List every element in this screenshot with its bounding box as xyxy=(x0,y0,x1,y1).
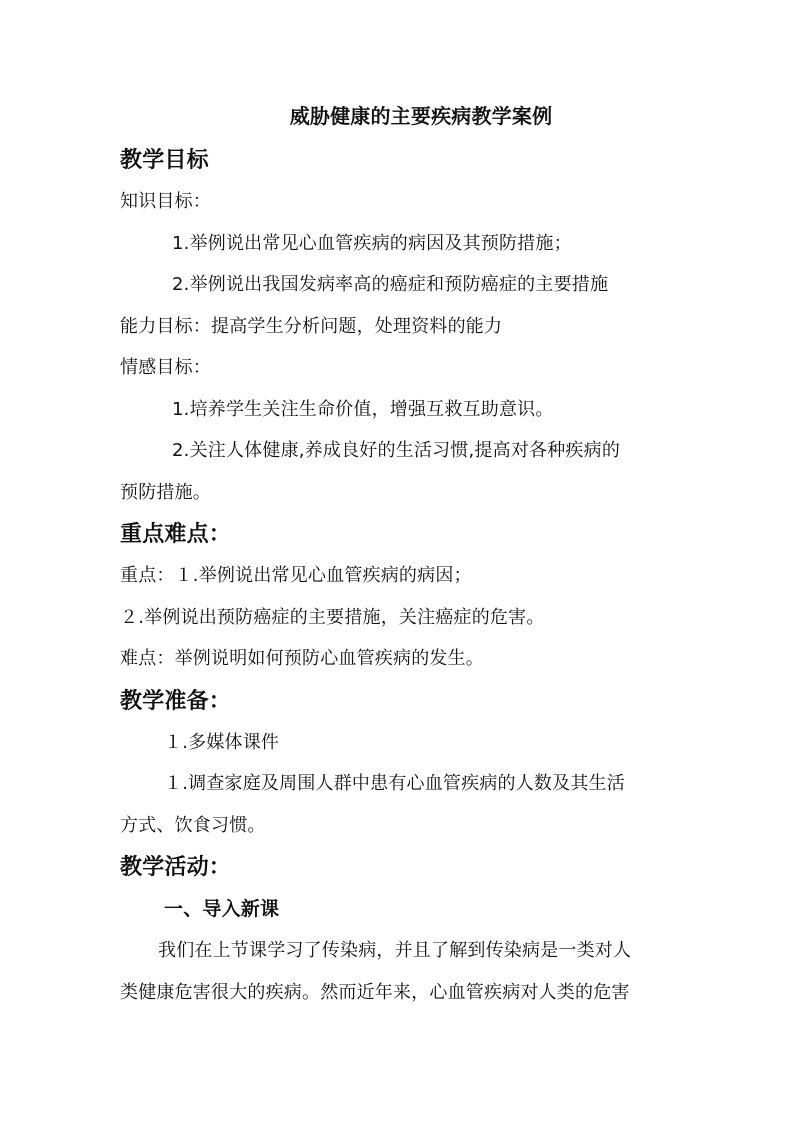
heading-objectives: 教学目标 xyxy=(120,148,209,173)
emotion-label: 情感目标： xyxy=(120,357,211,378)
heading-key-points: 重点难点： xyxy=(120,522,232,547)
paragraph-line-2: 类健康危害很大的疾病。然而近年来，心血管疾病对人类的危害 xyxy=(120,982,630,1003)
preparation-item-2-cont: 方式、饮食习惯。 xyxy=(120,815,266,836)
ability-objective: 能力目标：提高学生分析问题，处理资料的能力 xyxy=(120,316,503,337)
sub-heading-intro: 一、导入新课 xyxy=(164,898,280,920)
paragraph-line-1: 我们在上节课学习了传染病，并且了解到传染病是一类对人 xyxy=(158,940,632,961)
knowledge-label: 知识目标： xyxy=(120,191,211,212)
emotion-item-2-cont: 预防措施。 xyxy=(120,482,211,503)
emotion-item-2: 2.关注人体健康,养成良好的生活习惯,提高对各种疾病的 xyxy=(172,440,621,461)
preparation-item-1: １.多媒体课件 xyxy=(164,732,280,753)
heading-activities: 教学活动： xyxy=(120,855,232,880)
preparation-item-2: １.调查家庭及周围人群中患有心血管疾病的人数及其生活 xyxy=(164,773,625,794)
heading-preparation: 教学准备： xyxy=(120,689,232,714)
key-point-1: 重点：１.举例说出常见心血管疾病的病因； xyxy=(120,565,472,586)
knowledge-item-1: 1.举例说出常见心血管疾病的病因及其预防措施； xyxy=(172,233,572,254)
difficult-point: 难点：举例说明如何预防心血管疾病的发生。 xyxy=(120,648,484,669)
knowledge-item-2: 2.举例说出我国发病率高的癌症和预防癌症的主要措施 xyxy=(172,274,609,295)
document-title: 威胁健康的主要疾病教学案例 xyxy=(289,104,553,128)
emotion-item-1: 1.培养学生关注生命价值，增强互救互助意识。 xyxy=(172,399,554,420)
key-point-2: ２.举例说出预防癌症的主要措施，关注癌症的危害。 xyxy=(120,607,545,628)
